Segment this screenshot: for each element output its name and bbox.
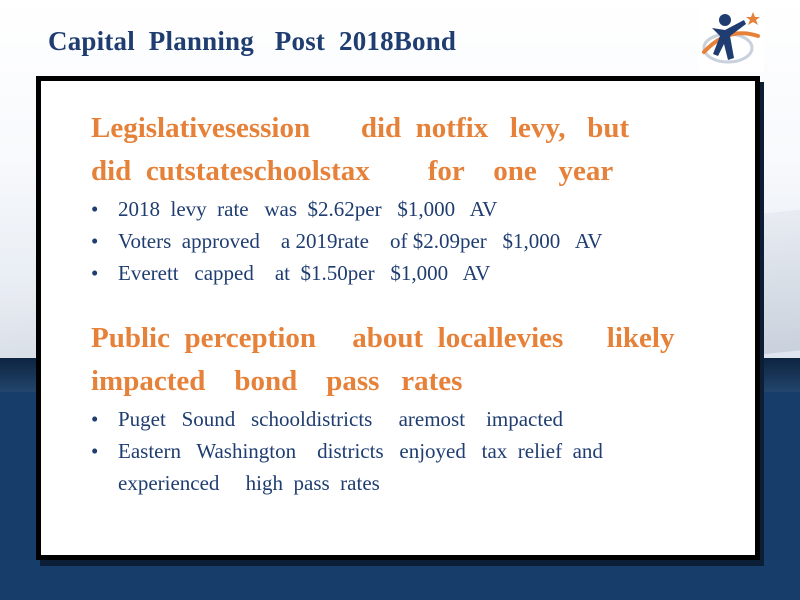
content-card xyxy=(36,76,760,560)
section-spacer xyxy=(91,289,741,317)
section-heading-line: did cutstateschoolstax for one year xyxy=(91,155,614,187)
slide-title: Capital Planning Post 2018Bond xyxy=(48,26,457,56)
section-heading-line: impacted bond pass rates xyxy=(91,365,463,397)
bullet-item: • Eastern Washington districts enjoyed tax relief and experienced high pass rates xyxy=(91,435,741,499)
content-body xyxy=(91,107,741,499)
bullet-item: • Everett capped at $1.50per $1,000 AV xyxy=(91,257,741,289)
section-legislative xyxy=(91,107,741,289)
section-heading-line: Legislativesession did notfix levy, but xyxy=(91,112,630,144)
bullet-item: • Voters approved a 2019rate of $2.09per $1,000 AV xyxy=(91,225,741,257)
logo-icon xyxy=(698,6,764,72)
bullet-item: • 2018 levy rate was $2.62per $1,000 AV xyxy=(91,193,741,225)
bullet-list xyxy=(91,193,741,289)
section-public-perception xyxy=(91,317,741,499)
section-heading-line: Public perception about locallevies likely xyxy=(91,322,675,354)
bullet-list xyxy=(91,403,741,499)
bullet-item: • Puget Sound schooldistricts aremost impacted xyxy=(91,403,741,435)
